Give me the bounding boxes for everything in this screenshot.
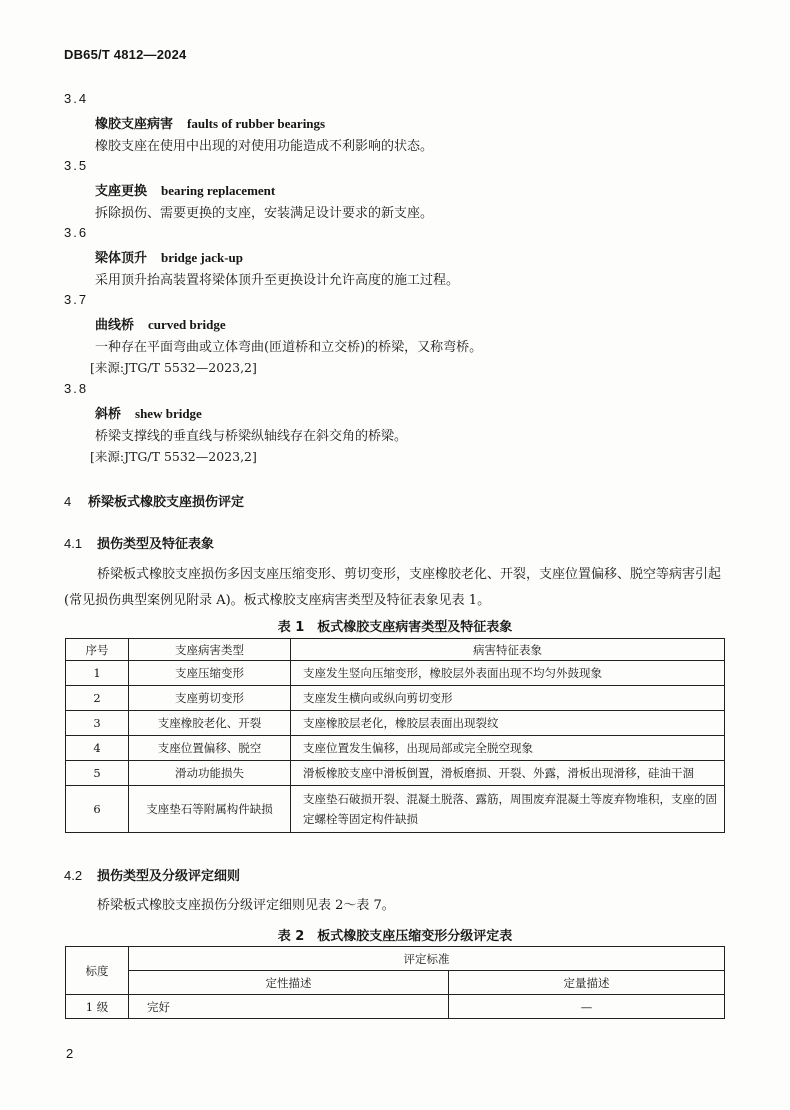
table-cell: 5 <box>66 761 129 786</box>
header-cell: 病害特征表象 <box>291 639 725 661</box>
term-en: bearing replacement <box>161 183 276 198</box>
table-cell: 支座位置偏移、脱空 <box>129 736 291 761</box>
table-cell: 6 <box>66 786 129 833</box>
table-row <box>66 711 725 736</box>
term-title <box>95 247 243 266</box>
subsection-number: 4.2 <box>64 868 83 883</box>
table-cell: 支座垫石破损开裂、混凝土脱落、露筋，周围废弃混凝土等废弃物堆积，支座的固定螺栓等固定构件缺损 <box>291 786 725 833</box>
header-cell: 定性描述 <box>129 971 449 995</box>
table-cell: — <box>449 995 725 1019</box>
table-row <box>66 736 725 761</box>
term-title <box>95 180 275 199</box>
table-cell: 3 <box>66 711 129 736</box>
header-cell: 序号 <box>66 639 129 661</box>
term-en: curved bridge <box>148 317 226 332</box>
term-zh: 曲线桥 <box>95 318 135 333</box>
header-cell: 评定标准 <box>129 947 725 971</box>
table-cell: 1 <box>66 661 129 686</box>
term-zh: 支座更换 <box>95 184 148 199</box>
table-cell: 1 级 <box>66 995 129 1019</box>
term-en: shew bridge <box>135 406 202 421</box>
term-zh: 橡胶支座病害 <box>95 117 174 132</box>
standard-number: DB65/T 4812—2024 <box>64 47 187 62</box>
term-definition: 拆除损伤、需要更换的支座，安装满足设计要求的新支座。 <box>95 206 434 221</box>
clause-number: 3.8 <box>64 381 89 396</box>
paragraph: 桥梁板式橡胶支座损伤多因支座压缩变形、剪切变形，支座橡胶老化、开裂，支座位置偏移、脱空等病害引起(常见损伤典型案例见附录 A)。板式橡胶支座病害类型及特征表象见表 1。 <box>64 567 722 608</box>
table-cell: 支座压缩变形 <box>129 661 291 686</box>
clause-number: 3.6 <box>64 225 89 240</box>
table-cell: 完好 <box>129 995 449 1019</box>
page-number: 2 <box>66 1046 74 1061</box>
table-row <box>66 686 725 711</box>
term-definition: 采用顶升抬高装置将梁体顶升至更换设计允许高度的施工过程。 <box>95 273 460 288</box>
table-cell: 支座位置发生偏移，出现局部或完全脱空现象 <box>291 736 725 761</box>
table-cell: 滑板橡胶支座中滑板倒置，滑板磨损、开裂、外露，滑板出现滑移，硅油干涸 <box>291 761 725 786</box>
subsection-title: 损伤类型及分级评定细则 <box>97 869 241 884</box>
section-title: 桥梁板式橡胶支座损伤评定 <box>88 495 245 510</box>
term-title <box>95 113 325 132</box>
table-cell: 支座橡胶老化、开裂 <box>129 711 291 736</box>
header-cell: 标度 <box>66 947 129 995</box>
table-row <box>66 786 725 833</box>
term-source: [来源:JTG/T 5532—2023,2] <box>90 449 257 464</box>
table-caption: 表 1 板式橡胶支座病害类型及特征表象 <box>277 620 513 635</box>
table-cell: 支座发生竖向压缩变形，橡胶层外表面出现不均匀外鼓现象 <box>291 661 725 686</box>
compression-grading-table <box>65 946 725 1019</box>
table-header-row <box>66 639 725 661</box>
subsection-title: 损伤类型及特征表象 <box>97 537 215 552</box>
table-caption: 表 2 板式橡胶支座压缩变形分级评定表 <box>277 929 513 944</box>
table-cell: 支座剪切变形 <box>129 686 291 711</box>
subsection-number: 4.1 <box>64 536 83 551</box>
term-title <box>95 403 202 422</box>
term-source: [来源:JTG/T 5532—2023,2] <box>90 360 257 375</box>
term-zh: 斜桥 <box>95 407 122 422</box>
table-row <box>66 761 725 786</box>
table-row <box>66 995 725 1019</box>
term-en: bridge jack-up <box>161 250 243 265</box>
table-cell: 4 <box>66 736 129 761</box>
table-header-row <box>66 947 725 971</box>
table-row <box>66 661 725 686</box>
damage-types-table <box>65 638 725 833</box>
table-cell: 支座橡胶层老化，橡胶层表面出现裂纹 <box>291 711 725 736</box>
term-definition: 一种存在平面弯曲或立体弯曲(匝道桥和立交桥)的桥梁，又称弯桥。 <box>95 340 483 355</box>
term-zh: 梁体顶升 <box>95 251 148 266</box>
table-header-row <box>66 971 725 995</box>
paragraph: 桥梁板式橡胶支座损伤分级评定细则见表 2～表 7。 <box>97 898 395 913</box>
header-cell: 定量描述 <box>449 971 725 995</box>
table-cell: 2 <box>66 686 129 711</box>
table-cell: 支座垫石等附属构件缺损 <box>129 786 291 833</box>
subsection-heading <box>64 865 240 884</box>
term-definition: 橡胶支座在使用中出现的对使用功能造成不利影响的状态。 <box>95 139 434 154</box>
subsection-heading <box>64 533 214 552</box>
section-heading <box>64 491 244 510</box>
term-en: faults of rubber bearings <box>187 116 326 131</box>
term-definition: 桥梁支撑线的垂直线与桥梁纵轴线存在斜交角的桥梁。 <box>95 429 408 444</box>
clause-number: 3.5 <box>64 158 89 173</box>
table-cell: 滑动功能损失 <box>129 761 291 786</box>
section-number: 4 <box>64 494 72 509</box>
table-cell: 支座发生横向或纵向剪切变形 <box>291 686 725 711</box>
header-cell: 支座病害类型 <box>129 639 291 661</box>
term-title <box>95 314 226 333</box>
clause-number: 3.4 <box>64 91 89 106</box>
clause-number: 3.7 <box>64 292 89 307</box>
